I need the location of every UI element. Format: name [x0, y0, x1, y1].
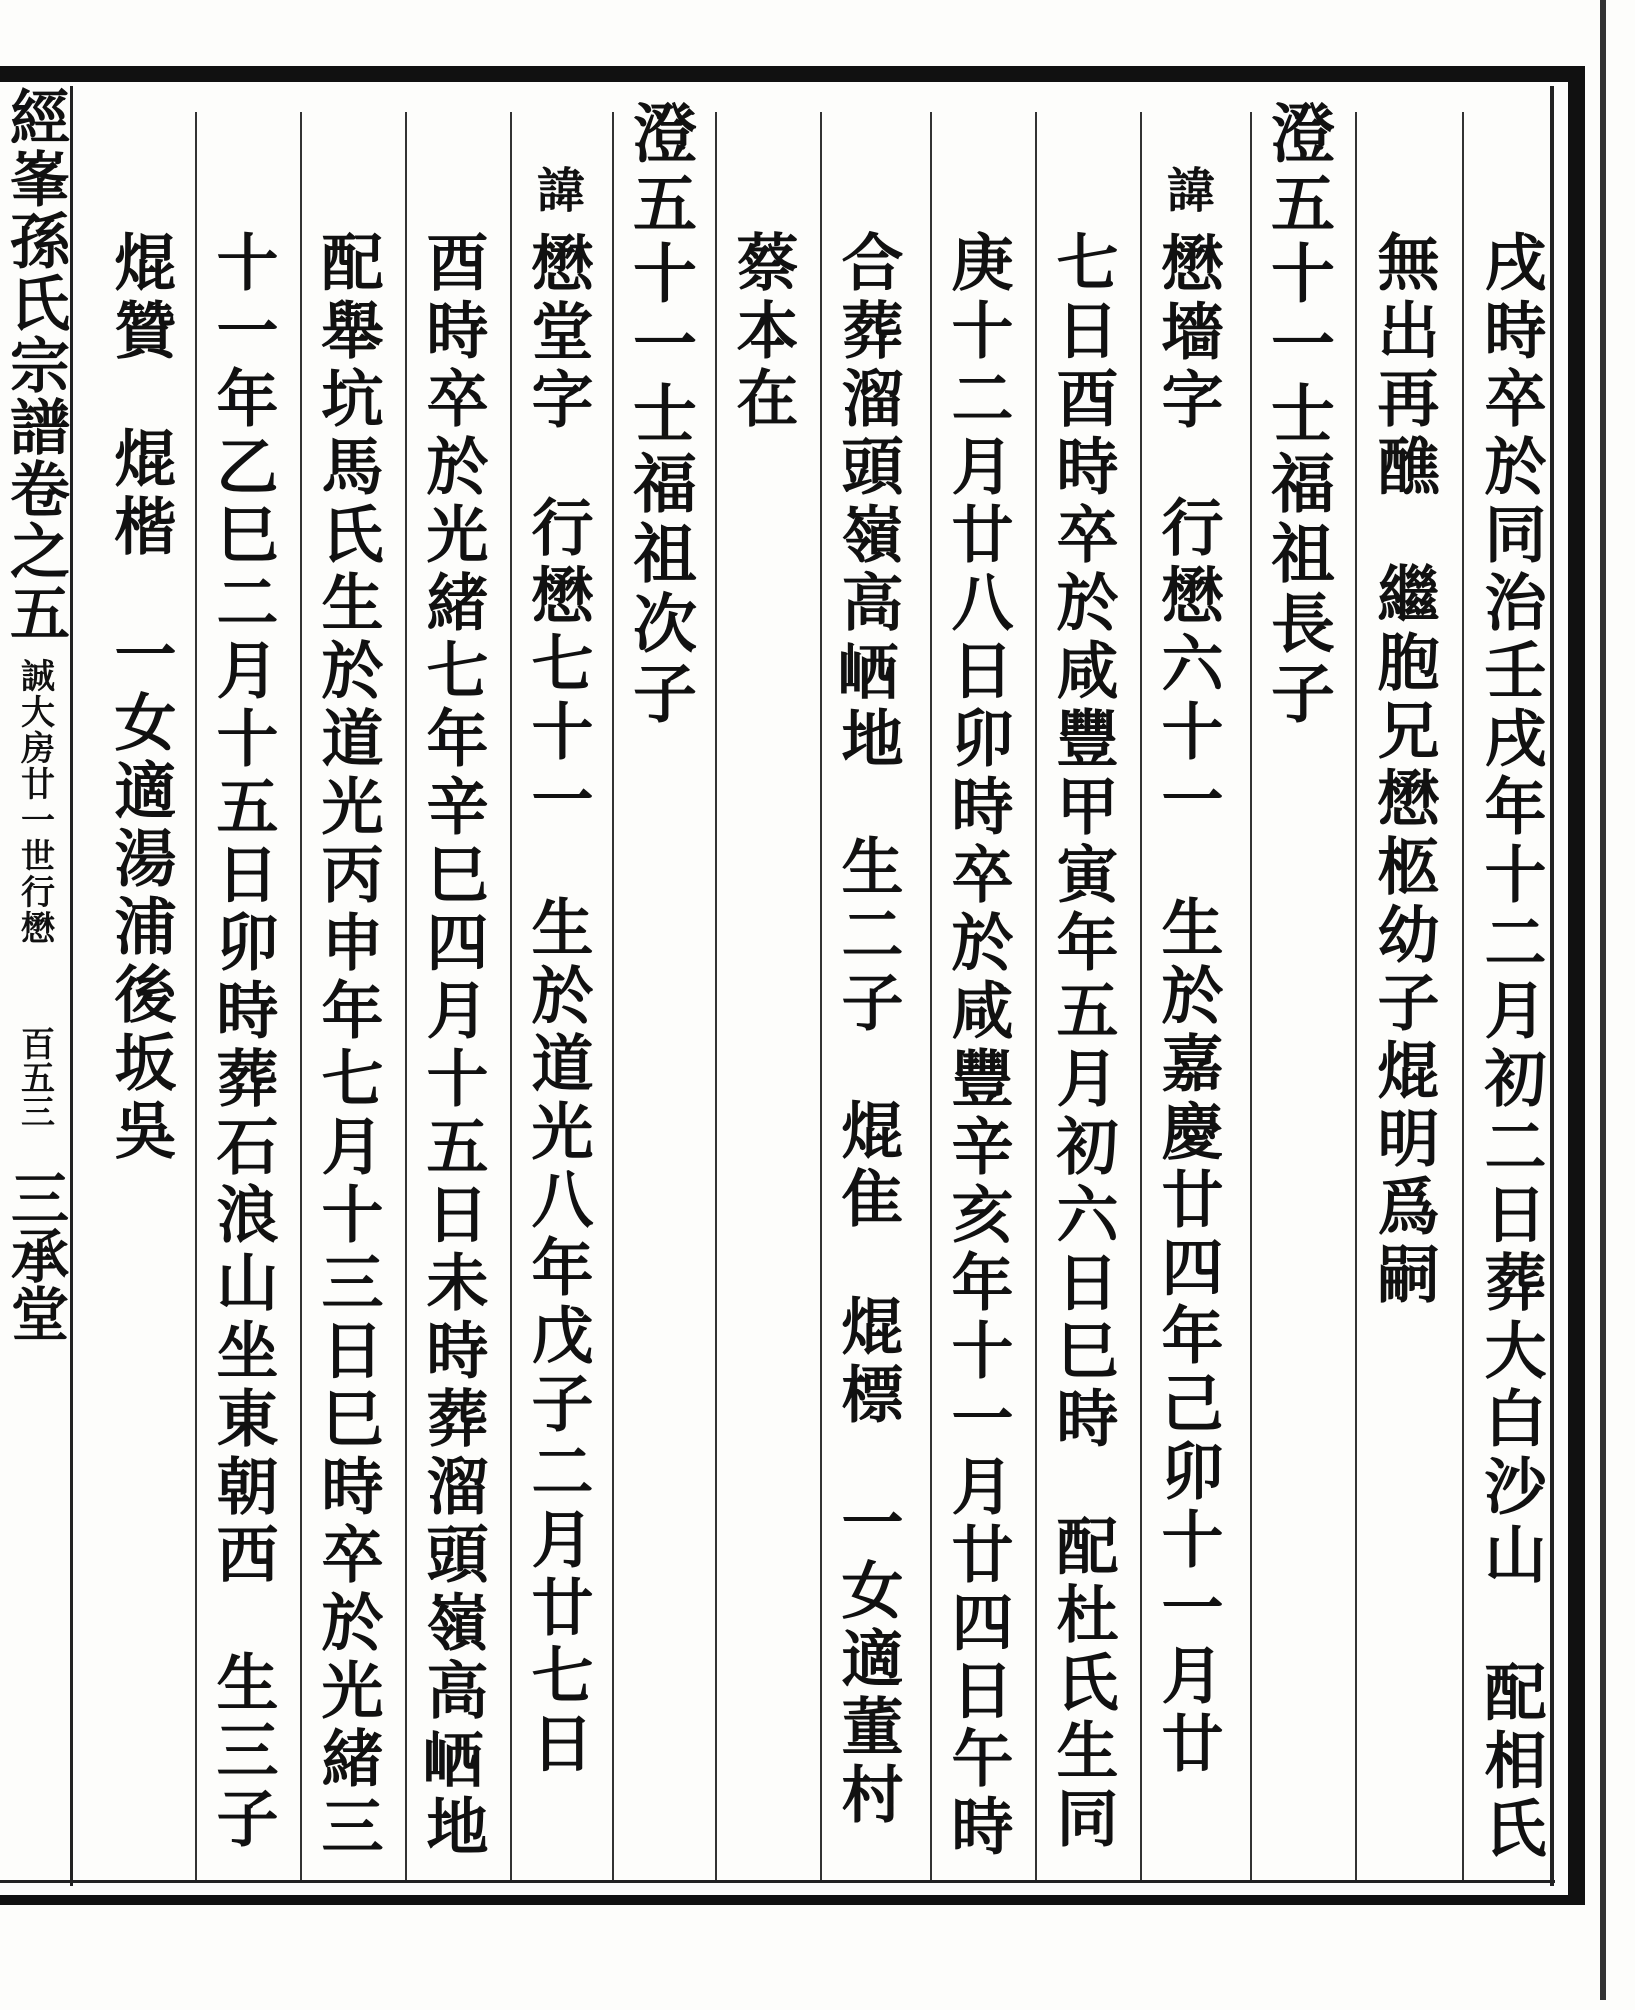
column-text: 一女適董村	[831, 1490, 904, 1830]
spine-margin	[0, 86, 70, 1886]
column-text: 焜楷	[104, 426, 177, 562]
column-text: 生於道光八年戊子二月廿七日	[521, 895, 594, 1779]
column-text: 行懋七十一	[521, 495, 594, 835]
spine-rule	[70, 86, 73, 1886]
column-text: 生二子	[831, 834, 904, 1038]
column-text: 焜隹	[831, 1098, 904, 1234]
column-divider	[1355, 112, 1357, 1880]
taboo-name-label: 諱	[528, 165, 585, 217]
page-number: 百五三	[14, 1026, 55, 1128]
text-column-12	[302, 230, 392, 2010]
taboo-name-label: 諱	[1158, 165, 1215, 217]
frame-right-border	[1568, 66, 1585, 1905]
column-text: 酉時卒於光緒七年辛巳四月十五日未時葬溜頭嶺高𡶼地	[416, 230, 489, 1862]
column-text: 戌時卒於同治壬戌年十二月初二日葬大白沙山	[1474, 230, 1547, 1590]
column-text: 蔡本在	[726, 230, 799, 434]
generation-heading: 澄五十一士福祖長子	[1260, 100, 1335, 730]
text-column-14	[95, 230, 185, 2010]
column-text: 生三子	[206, 1650, 279, 1854]
column-text: 行懋六十一	[1151, 495, 1224, 835]
text-column-10	[512, 165, 602, 1945]
text-column-11	[407, 230, 497, 2010]
column-text: 無出再醮	[1367, 230, 1440, 502]
text-column-7	[822, 230, 912, 2010]
column-text: 生於嘉慶廿四年己卯十一月廿	[1151, 895, 1224, 1779]
section-label: 誠大房廿一世行懋	[14, 658, 55, 946]
column-text: 庚十二月廿八日卯時卒於咸豐辛亥年十一月廿四日午時	[941, 230, 1014, 1862]
text-column-13	[197, 230, 287, 2010]
column-text: 繼胞兄懋柩幼子焜明爲嗣	[1367, 562, 1440, 1310]
column-text: 懋墻字	[1151, 231, 1224, 435]
page-edge-line	[1600, 0, 1606, 2000]
text-column-6	[932, 230, 1022, 2010]
column-text: 合葬溜頭嶺高𡶼地	[831, 230, 904, 774]
column-text: 焜贊	[104, 230, 177, 366]
column-text: 一女適湯浦後坂吳	[104, 622, 177, 1166]
frame-top-border	[0, 66, 1585, 82]
text-column-8	[717, 230, 807, 2010]
text-column-1	[1465, 230, 1555, 2010]
text-column-9	[614, 100, 704, 1880]
text-column-4	[1142, 165, 1232, 1945]
column-text: 七日酉時卒於咸豐甲寅年五月初六日巳時	[1046, 230, 1119, 1454]
column-text: 配舉坑馬氏生於道光丙申年七月十三日巳時卒於光緒三	[311, 230, 384, 1862]
text-column-3	[1252, 100, 1342, 1880]
generation-heading: 澄五十一士福祖次子	[622, 100, 697, 730]
text-column-5	[1037, 230, 1127, 2010]
column-text: 十一年乙巳二月十五日卯時葬石浪山坐東朝西	[206, 230, 279, 1590]
column-text: 配杜氏生同	[1046, 1514, 1119, 1854]
book-title: 經峯孫氏宗譜卷之五	[0, 86, 70, 644]
column-divider	[1462, 112, 1464, 1880]
column-text: 焜標	[831, 1294, 904, 1430]
hall-name: 三承堂	[1, 1168, 69, 1342]
text-column-2	[1358, 230, 1448, 2010]
column-text: 懋堂字	[521, 231, 594, 435]
column-text: 配相氏	[1474, 1660, 1547, 1864]
